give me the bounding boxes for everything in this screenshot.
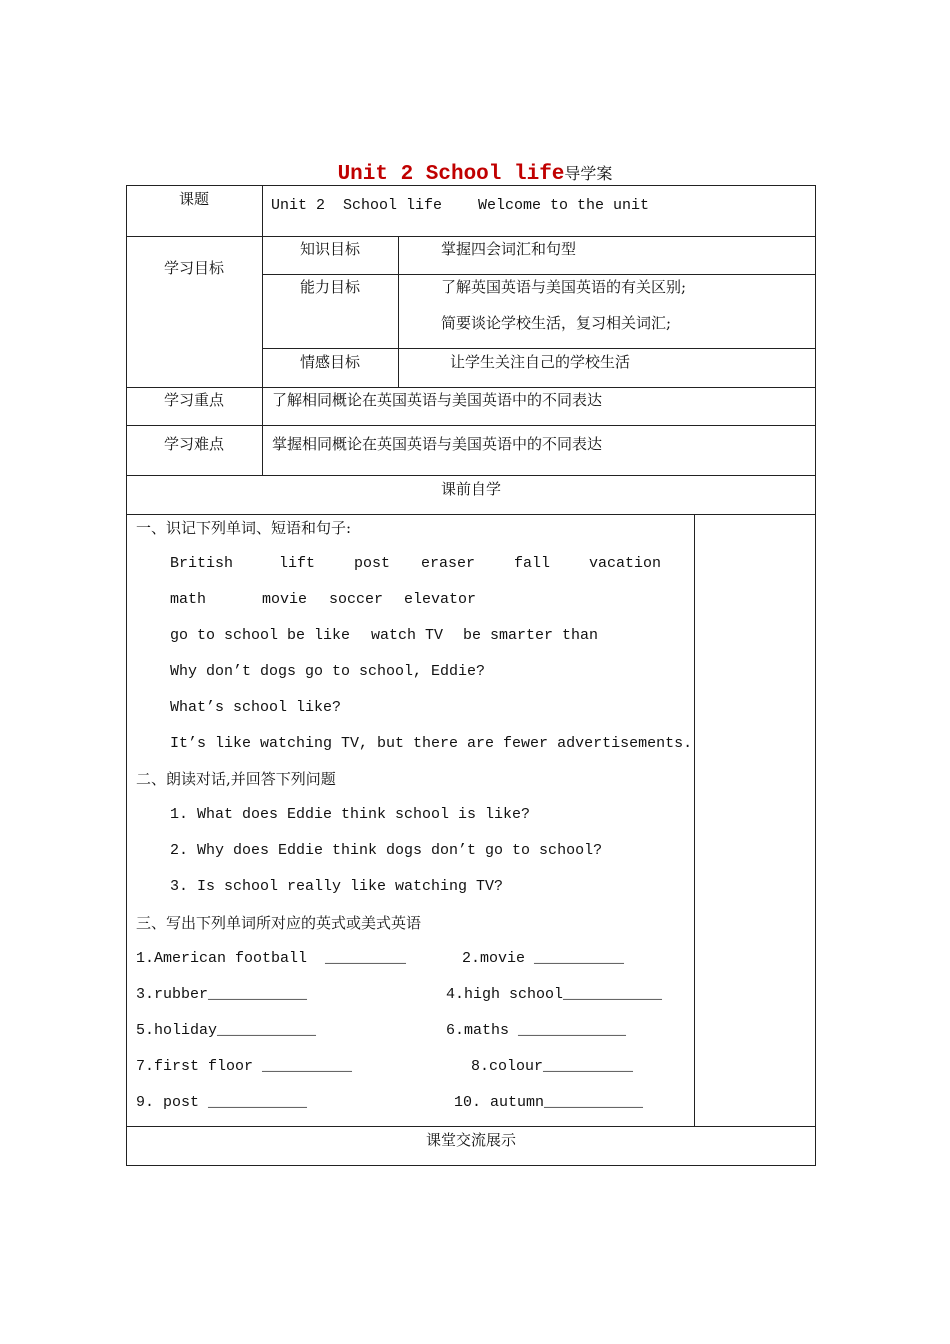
row-line bbox=[126, 475, 816, 476]
word-eraser: eraser bbox=[421, 555, 476, 572]
focus-label: 学习重点 bbox=[163, 391, 224, 409]
goal-knowledge-value: 掌握四会词汇和句型 bbox=[441, 240, 577, 258]
preview-header: 课前自学 bbox=[440, 480, 501, 498]
word-lift: lift bbox=[279, 555, 316, 572]
sentence-1: Why don’t dogs go to school, Eddie? bbox=[170, 663, 486, 680]
notes-column-divider bbox=[694, 514, 695, 1126]
goal-emotion-value: 让学生关注自己的学校生活 bbox=[450, 353, 631, 371]
row-line bbox=[262, 348, 816, 349]
phrase-watch-tv: watch TV bbox=[371, 627, 444, 644]
row-line bbox=[126, 425, 816, 426]
label-column-divider bbox=[262, 185, 263, 475]
sentence-3: It’s like watching TV, but there are fewer advertisements. bbox=[170, 735, 693, 752]
goal-knowledge-label: 知识目标 bbox=[299, 240, 360, 258]
title-suffix: 导学案 bbox=[564, 164, 613, 183]
fill-item-10: 10. autumn___________ bbox=[454, 1094, 644, 1111]
goals-label: 学习目标 bbox=[163, 259, 224, 277]
word-soccer: soccer bbox=[329, 591, 384, 608]
phrase-be-like: be like bbox=[287, 627, 351, 644]
fill-item-8: 8.colour__________ bbox=[471, 1058, 634, 1075]
word-movie: movie bbox=[262, 591, 308, 608]
section2-heading: 二、朗读对话,并回答下列问题 bbox=[136, 770, 336, 788]
section1-heading: 一、识记下列单词、短语和句子: bbox=[136, 519, 352, 537]
word-math: math bbox=[170, 591, 207, 608]
topic-label: 课题 bbox=[178, 190, 209, 208]
fill-item-6: 6.maths ____________ bbox=[446, 1022, 627, 1039]
fill-item-1: 1.American football _________ bbox=[136, 950, 407, 967]
row-line bbox=[262, 274, 816, 275]
question-1: 1. What does Eddie think school is like? bbox=[170, 806, 531, 823]
difficulty-value: 掌握相同概论在英国英语与美国英语中的不同表达 bbox=[272, 435, 603, 453]
goal-ability-value-1: 了解英国英语与美国英语的有关区别; bbox=[441, 278, 687, 296]
focus-value: 了解相同概论在英国英语与美国英语中的不同表达 bbox=[272, 391, 603, 409]
title-main: Unit 2 School life bbox=[337, 163, 565, 186]
word-post: post bbox=[354, 555, 391, 572]
page-title bbox=[0, 160, 950, 186]
goal-ability-value-2: 简要谈论学校生活，复习相关词汇; bbox=[441, 314, 672, 332]
fill-item-5: 5.holiday___________ bbox=[136, 1022, 317, 1039]
sentence-2: What’s school like? bbox=[170, 699, 342, 716]
row-line bbox=[126, 236, 816, 237]
word-elevator: elevator bbox=[404, 591, 477, 608]
row-line bbox=[126, 387, 816, 388]
fill-item-2: 2.movie __________ bbox=[462, 950, 625, 967]
word-vacation: vacation bbox=[589, 555, 662, 572]
phrase-be-smarter-than: be smarter than bbox=[463, 627, 599, 644]
fill-item-9: 9. post ___________ bbox=[136, 1094, 308, 1111]
fill-item-3: 3.rubber___________ bbox=[136, 986, 308, 1003]
question-3: 3. Is school really like watching TV? bbox=[170, 878, 504, 895]
phrase-go-to-school: go to school bbox=[170, 627, 279, 644]
word-fall: fall bbox=[514, 555, 551, 572]
topic-value: Unit 2 School life Welcome to the unit bbox=[271, 197, 650, 214]
row-line bbox=[126, 514, 816, 515]
question-2: 2. Why does Eddie think dogs don’t go to school? bbox=[170, 842, 603, 859]
fill-item-4: 4.high school___________ bbox=[446, 986, 663, 1003]
difficulty-label: 学习难点 bbox=[163, 435, 224, 453]
class-header: 课堂交流展示 bbox=[425, 1131, 516, 1149]
word-british: British bbox=[170, 555, 234, 572]
goal-ability-label: 能力目标 bbox=[299, 278, 360, 296]
fill-item-7: 7.first floor __________ bbox=[136, 1058, 353, 1075]
row-line bbox=[126, 1126, 816, 1127]
goal-emotion-label: 情感目标 bbox=[299, 353, 360, 371]
goals-inner-divider bbox=[398, 236, 399, 387]
section3-heading: 三、写出下列单词所对应的英式或美式英语 bbox=[136, 914, 422, 932]
